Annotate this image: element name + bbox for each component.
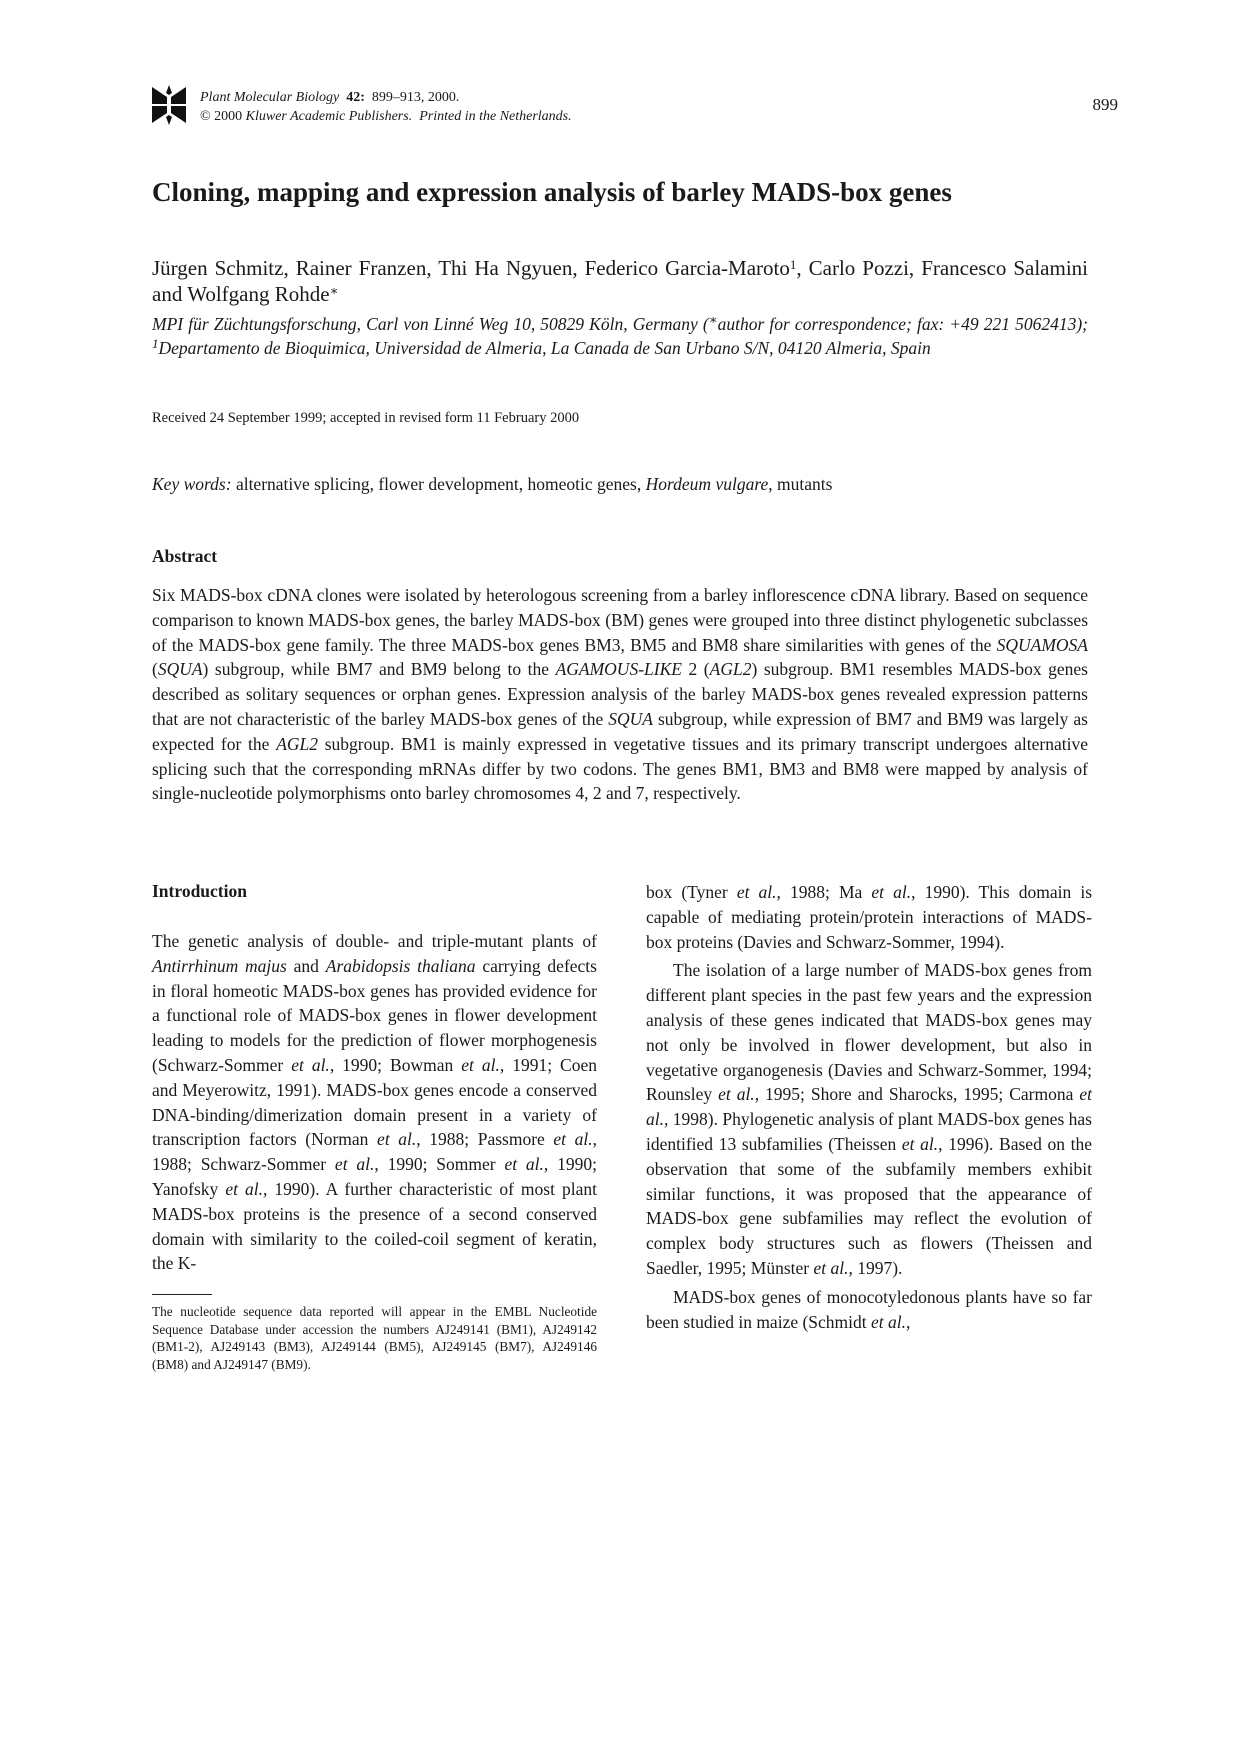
journal-name: Plant Molecular Biology <box>200 90 340 105</box>
rp1-etal1: et al. <box>736 882 777 902</box>
abstract-s6: subgroup, while expression of BM7 and BM9 was largely as expected for the <box>152 708 1088 754</box>
lp1-t4: , 1990; Bowman <box>329 1054 462 1075</box>
lp1-t3: carrying defects in floral homeotic MADS-box genes has provided evidence for a functional role of MADS-box genes in flower development leading to models for the prediction of flower morphogenesis (Schwarz-Sommer <box>152 955 597 1075</box>
rp3-etal1: et al. <box>871 1311 907 1332</box>
abstract-agamous: AGAMOUS-LIKE <box>555 659 682 680</box>
left-column <box>152 929 597 1276</box>
kluwer-logo-icon <box>150 85 188 125</box>
received-dates: Received 24 September 1999; accepted in revised form 11 February 2000 <box>152 410 580 426</box>
rp2-t4: , 1996). Based on the observation that some of the subfamily members exhibit similar functions, it was proposed that the appearance of MADS-box gene subfamilies may reflect the evolution of complex body structures such as flowers (Theissen and Saedler, 1995; Münster <box>646 1133 1093 1278</box>
affiliation-star: ∗ <box>708 312 718 327</box>
affiliation-part1: MPI für Züchtungsforschung, Carl von Linné Weg 10, 50829 Köln, Germany ( <box>152 314 709 334</box>
lp1-etal6: et al. <box>504 1154 544 1175</box>
rp2-etal3: et al. <box>901 1133 939 1154</box>
lp1-etal3: et al. <box>377 1129 417 1150</box>
keywords-label: Key words: <box>152 474 232 494</box>
lp1-etal2: et al. <box>461 1054 500 1075</box>
abstract-agl2: AGL2 <box>709 659 752 680</box>
intro-paragraph-3 <box>646 1285 1092 1335</box>
lp1-t8: , 1990; Sommer <box>374 1154 505 1175</box>
printed-in: Printed in the Netherlands. <box>419 109 572 124</box>
publisher-name: Kluwer Academic Publishers. <box>245 109 413 124</box>
paper-title: Cloning, mapping and expression analysis of barley MADS-box genes <box>152 177 952 207</box>
rp1-t2: , 1988; Ma <box>776 882 872 902</box>
lp1-etal1: et al. <box>291 1054 330 1075</box>
affiliation-part3: Departamento de Bioquimica, Universidad de Almeria, La Canada de San Urbano S/N, 04120 Almeria, Spain <box>158 338 931 358</box>
abstract-squa: SQUA <box>157 659 203 680</box>
rp1-t1: box (Tyner <box>646 882 737 902</box>
page-number: 899 <box>1092 95 1118 114</box>
authors-line-a: Jürgen Schmitz, Rainer Franzen, Thi Ha Ngyuen, Federico Garcia-Maroto <box>152 256 790 280</box>
intro-paragraph-continued <box>646 880 1092 954</box>
copyright-symbol: © <box>200 109 211 124</box>
rp2-etal1: et al. <box>718 1084 755 1105</box>
abstract-s7: subgroup. BM1 is mainly expressed in vegetative tissues and its primary transcript undergoes alternative splicing such that the corresponding mRNAs differ by two codons. The genes BM1, BM3 and BM8 were mapped by analysis of single-nucleotide polymorphisms onto barley chromosomes 4, 2 and 7, respectively. <box>152 733 1089 804</box>
lp1-arabidopsis: Arabidopsis thaliana <box>325 955 476 976</box>
footnote: The nucleotide sequence data reported will appear in the EMBL Nucleotide Sequence Database under accession the numbers AJ249141 (BM1), AJ249142 (BM1-2), AJ249143 (BM3), AJ249144 (BM5), AJ249145 (BM7), AJ249146 (BM8) and AJ249147 (BM9). <box>152 1304 597 1372</box>
abstract-heading: Abstract <box>152 546 218 566</box>
rp2-t5: , 1997). <box>848 1257 903 1278</box>
lp1-t1: The genetic analysis of double- and triple-mutant plants of <box>152 931 597 951</box>
journal-citation <box>200 88 572 126</box>
abstract-s2: ( <box>152 659 158 680</box>
affiliation-part2: author for correspondence; fax: +49 221 5062413); <box>717 314 1088 334</box>
lp1-etal7: et al. <box>225 1178 263 1199</box>
abstract-s4: 2 ( <box>681 659 710 680</box>
rp3-t2: , <box>906 1311 911 1332</box>
lp1-etal5: et al. <box>334 1154 375 1175</box>
corresponding-author-marker: ∗ <box>329 283 339 298</box>
journal-pages-year: 899–913, 2000. <box>371 90 460 105</box>
journal-volume: 42: <box>346 90 365 105</box>
keywords-text-b: , mutants <box>768 474 833 494</box>
abstract-squamosa: SQUAMOSA <box>996 634 1088 655</box>
rp2-t1: The isolation of a large number of MADS-box genes from different plant species in the past few years and the expression analysis of these genes indicated that MADS-box genes may not only be involved in flower development, but also in vegetative organogenesis (Davies and Schwarz-Sommer, 1994; Rounsley <box>646 960 1092 1105</box>
lp1-t9: , 1990; Yanofsky <box>152 1154 597 1199</box>
keywords-species: Hordeum vulgare <box>645 474 769 494</box>
rp1-etal2: et al. <box>871 882 912 902</box>
lp1-t6: , 1988; Passmore <box>416 1129 554 1150</box>
lp1-antirrhinum: Antirrhinum majus <box>152 955 287 976</box>
lp1-t2: and <box>286 955 326 976</box>
rp3-t1: MADS-box genes of monocotyledonous plants have so far been studied in maize (Schmidt <box>646 1286 1092 1332</box>
author-list <box>152 255 1088 307</box>
abstract-s5: ) subgroup. BM1 resembles MADS-box genes described as solitary sequences or orphan genes. Expression analysis of the barley MADS-box genes revealed expression patterns that are not characteristic of the barley MADS-box genes of the <box>152 659 1088 729</box>
rp2-etal2: et al. <box>646 1084 1092 1130</box>
abstract-s1: Six MADS-box cDNA clones were isolated by heterologous screening from a barley inflorescence cDNA library. Based on sequence comparison to known MADS-box genes, the barley MADS-box (BM) genes were grouped into three distinct phylogenetic subclasses of the MADS-box gene family. The three MADS-box genes BM3, BM5 and BM8 share similarities with genes of the <box>152 585 1088 655</box>
lp1-etal4: et al. <box>553 1129 593 1150</box>
authors-line-b: , Carlo Pozzi, Francesco Salamini and Wolfgang Rohde <box>152 256 1088 306</box>
lp1-t7: , 1988; Schwarz-Sommer <box>152 1129 597 1175</box>
abstract-s3: ) subgroup, while BM7 and BM9 belong to the <box>202 659 556 680</box>
abstract-squa2: SQUA <box>608 708 653 729</box>
affiliation-sup-1: 1 <box>152 336 159 351</box>
footnote-rule <box>152 1294 212 1295</box>
author-affiliation-marker: 1 <box>789 257 797 272</box>
intro-paragraph-1 <box>152 929 597 1276</box>
rp2-etal4: et al. <box>813 1257 849 1278</box>
rp1-t3: , 1990). This domain is capable of mediating protein/protein interactions of MADS-box proteins (Davies and Schwarz-Sommer, 1994). <box>646 882 1093 952</box>
introduction-heading: Introduction <box>152 881 247 901</box>
rp2-t2: , 1995; Shore and Sharocks, 1995; Carmona <box>754 1084 1080 1105</box>
right-column <box>646 880 1092 1334</box>
lp1-t5: , 1991; Coen and Meyerowitz, 1991). MADS-box genes encode a conserved DNA-binding/dimerization domain present in a variety of transcription factors (Norman <box>152 1054 597 1150</box>
affiliation <box>152 312 1088 360</box>
lp1-t10: , 1990). A further characteristic of most plant MADS-box proteins is the presence of a second conserved domain with similarity to the coiled-coil segment of keratin, the K- <box>152 1178 597 1274</box>
keywords <box>152 474 1088 495</box>
copyright-year: 2000 <box>214 109 243 124</box>
abstract-agl2b: AGL2 <box>276 733 318 754</box>
abstract-text <box>152 583 1088 806</box>
keywords-text-a: alternative splicing, flower development, homeotic genes, <box>231 474 646 494</box>
rp2-t3: , 1998). Phylogenetic analysis of plant MADS-box genes has identified 13 subfamilies (Theissen <box>646 1109 1092 1154</box>
intro-paragraph-2 <box>646 958 1092 1280</box>
